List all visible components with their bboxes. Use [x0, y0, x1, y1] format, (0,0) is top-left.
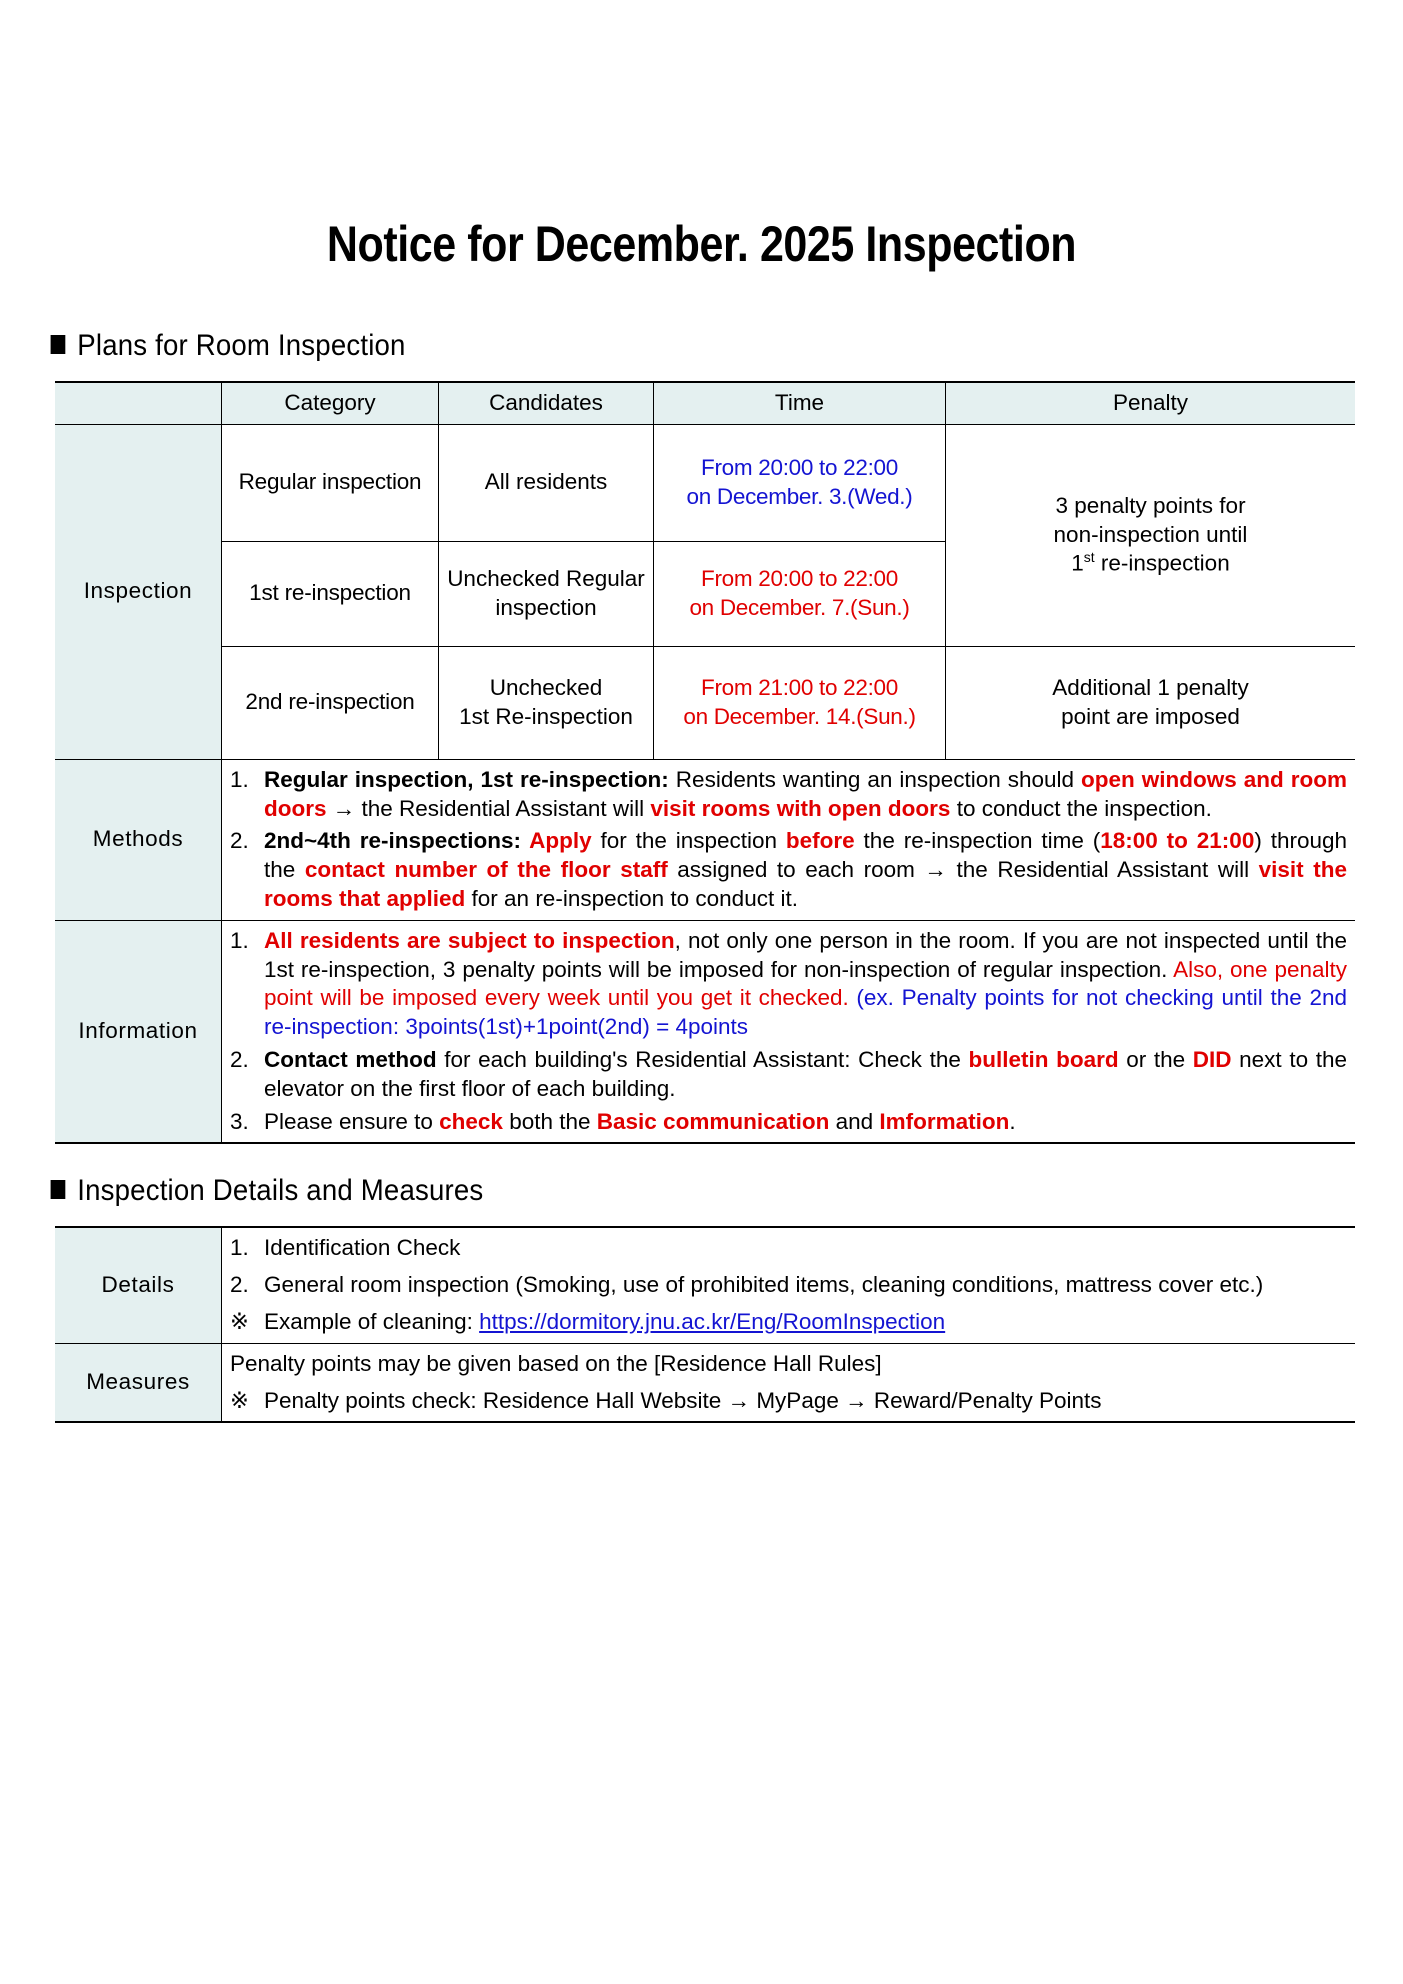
- methods-item-2-t4: assigned to each room → the Residential Assistant will: [667, 857, 1259, 883]
- penalty-second-line1: Additional 1 penalty: [1052, 675, 1249, 700]
- section-heading-plans: [0, 329, 1291, 363]
- row-label-measures: Measures: [55, 1343, 222, 1422]
- information-item-2-red2: DID: [1192, 1046, 1232, 1072]
- cell-candidates-re1: [439, 541, 654, 646]
- methods-item-1-lead: Regular inspection, 1st re-inspection:: [264, 766, 669, 792]
- cell-time-re1-line1: From 20:00 to 22:00: [701, 566, 898, 591]
- cell-category-regular: Regular inspection: [222, 424, 439, 541]
- cell-category-re1: 1st re-inspection: [222, 541, 439, 646]
- cell-time-re1-line2: on December. 7.(Sun.): [689, 594, 910, 620]
- details-note: [230, 1308, 1347, 1337]
- row-label-details: Details: [55, 1227, 222, 1343]
- details-item-1: Identification Check: [264, 1235, 461, 1261]
- table-2-wrapper: [0, 1226, 1403, 1423]
- penalty-first-line1: 3 penalty points for: [1055, 492, 1246, 518]
- cell-time-regular-line1: From 20:00 to 22:00: [701, 455, 898, 480]
- penalty-first-line3: [954, 549, 1347, 578]
- cell-candidates-re1-line2: inspection: [495, 594, 597, 620]
- information-item-3-red2: Basic communication: [596, 1108, 830, 1134]
- cell-time-re2-line2: on December. 14.(Sun.): [683, 703, 916, 729]
- inspection-plan-table: [55, 381, 1355, 1144]
- cell-time-re2-line1: From 21:00 to 22:00: [701, 675, 898, 700]
- information-item-1-red1: All residents are subject to inspection: [264, 927, 675, 953]
- cell-candidates-re1-line1: Unchecked Regular: [447, 566, 645, 591]
- bullet-square-icon: [51, 335, 66, 354]
- cell-details-content: [222, 1227, 1356, 1343]
- section-heading-plans-label: Plans for Room Inspection: [77, 329, 406, 362]
- details-list: [230, 1234, 1347, 1300]
- row-label-information: Information: [55, 920, 222, 1143]
- information-item-1-red2: Also, one penalty point will be imposed every week until you get it checked.: [264, 956, 1347, 1011]
- row-label-inspection: Inspection: [55, 424, 222, 759]
- spacer-before-table-2: [0, 1208, 1403, 1226]
- cleaning-example-link[interactable]: https://dormitory.jnu.ac.kr/Eng/RoomInspection: [479, 1308, 946, 1334]
- section-heading-details: [0, 1174, 1291, 1208]
- page-title: Notice for December. 2025 Inspection: [326, 216, 1077, 272]
- table-row-details: [55, 1227, 1355, 1343]
- information-item-3-red3: Imformation: [879, 1108, 1010, 1134]
- methods-item-1-red2: visit rooms with open doors: [650, 795, 951, 821]
- cell-information-content: [222, 920, 1356, 1143]
- methods-item-1: [230, 766, 1347, 824]
- measures-line-1: Penalty points may be given based on the [Residence Hall Rules]: [230, 1350, 882, 1376]
- penalty-first-line2: non-inspection until: [1053, 521, 1248, 547]
- information-item-1-t1: , not only one person in the room. If you are not inspected until the 1st re-inspection, 3 penalty points will be imposed for non-inspection of regular inspection.: [264, 927, 1347, 982]
- table-header-row: [55, 382, 1355, 424]
- details-item-2: General room inspection (Smoking, use of prohibited items, cleaning conditions, mattress cover etc.): [264, 1272, 1264, 1298]
- header-penalty: Penalty: [946, 382, 1356, 424]
- details-note-prefix: Example of cleaning:: [264, 1308, 480, 1334]
- details-measures-table: [55, 1226, 1355, 1423]
- information-list: [230, 927, 1347, 1137]
- cell-candidates-re2: [439, 646, 654, 759]
- methods-item-2: [230, 827, 1347, 913]
- information-item-1-blue1: (ex. Penalty points for not checking until the 2nd re-inspection: 3points(1st)+1point(2nd) = 4points: [264, 985, 1347, 1040]
- methods-item-1-red1: open windows and room doors: [264, 766, 1348, 821]
- information-item-3-t3: and: [829, 1108, 880, 1134]
- table-row-measures: [55, 1343, 1355, 1422]
- cell-penalty-second: [946, 646, 1356, 759]
- cell-measures-content: [222, 1343, 1356, 1422]
- cell-time-regular-line2: on December. 3.(Wed.): [686, 483, 913, 509]
- methods-item-2-t5: for an re-inspection to conduct it.: [465, 885, 798, 911]
- information-item-2-t2: or the: [1118, 1046, 1193, 1072]
- methods-item-1-t3: to conduct the inspection.: [950, 795, 1212, 821]
- information-item-2-t3: next to the elevator on the first floor of each building.: [264, 1046, 1347, 1101]
- row-label-methods: Methods: [55, 759, 222, 920]
- cell-candidates-re2-line1: Unchecked: [489, 675, 603, 700]
- table-row: [55, 424, 1355, 541]
- methods-item-2-red1: Apply: [521, 828, 592, 854]
- methods-item-2-red2: before: [785, 828, 855, 854]
- penalty-second-line2: point are imposed: [1061, 703, 1240, 729]
- methods-item-2-t1: for the inspection: [591, 828, 786, 854]
- measures-note: ※ Penalty points check: Residence Hall Website → MyPage → Reward/Penalty Points: [230, 1387, 1347, 1416]
- information-item-2-red1: bulletin board: [968, 1046, 1119, 1072]
- methods-item-1-t1: Residents wanting an inspection should: [668, 766, 1082, 792]
- methods-item-2-t3: ) through the: [264, 828, 1348, 883]
- methods-item-2-lead: 2nd~4th re-inspections:: [264, 828, 522, 854]
- methods-item-1-t2: → the Residential Assistant will: [326, 795, 651, 821]
- section-heading-details-label: Inspection Details and Measures: [77, 1174, 484, 1208]
- cell-time-re1: [654, 541, 946, 646]
- bullet-square-icon: [51, 1180, 66, 1199]
- information-item-2-lead: Contact method: [264, 1046, 437, 1072]
- cell-penalty-first: [946, 424, 1356, 646]
- penalty-ordinal-rest: re-inspection: [1094, 550, 1230, 576]
- information-item-3-t4: .: [1009, 1108, 1016, 1134]
- header-candidates: Candidates: [439, 382, 654, 424]
- information-item-2: [230, 1046, 1347, 1104]
- table-1-wrapper: [0, 381, 1403, 1144]
- information-item-3-t2: both the: [502, 1108, 597, 1134]
- cell-candidates-re2-line2: 1st Re-inspection: [459, 703, 633, 729]
- methods-item-2-red4: contact number of the floor staff: [304, 857, 668, 883]
- cell-candidates-regular: All residents: [439, 424, 654, 541]
- cell-time-regular: [654, 424, 946, 541]
- spacer-after-title: [0, 273, 1403, 329]
- header-time: Time: [654, 382, 946, 424]
- header-category: Category: [222, 382, 439, 424]
- methods-item-2-red3: 18:00 to 21:00: [1100, 828, 1255, 854]
- penalty-ordinal-suffix: st: [1083, 549, 1095, 566]
- cell-category-re2: 2nd re-inspection: [222, 646, 439, 759]
- information-item-1: [230, 927, 1347, 1042]
- methods-item-2-t2: the re-inspection time (: [854, 828, 1101, 854]
- information-item-3: [230, 1108, 1347, 1137]
- header-blank: [55, 382, 222, 424]
- table-row: [55, 646, 1355, 759]
- cell-methods-content: [222, 759, 1356, 920]
- methods-item-2-red5: visit the rooms that applied: [264, 857, 1347, 911]
- methods-list: [230, 766, 1347, 914]
- table-row-methods: [55, 759, 1355, 920]
- information-item-3-t1: Please ensure to: [264, 1108, 440, 1134]
- spacer-before-section-2: [0, 1144, 1403, 1174]
- penalty-ordinal-number: 1: [1071, 550, 1084, 576]
- information-item-2-t1: for each building's Residential Assistant: Check the: [436, 1046, 969, 1072]
- table-row-information: [55, 920, 1355, 1143]
- cell-time-re2: [654, 646, 946, 759]
- spacer-before-table-1: [0, 363, 1403, 381]
- information-item-3-red1: check: [439, 1108, 503, 1134]
